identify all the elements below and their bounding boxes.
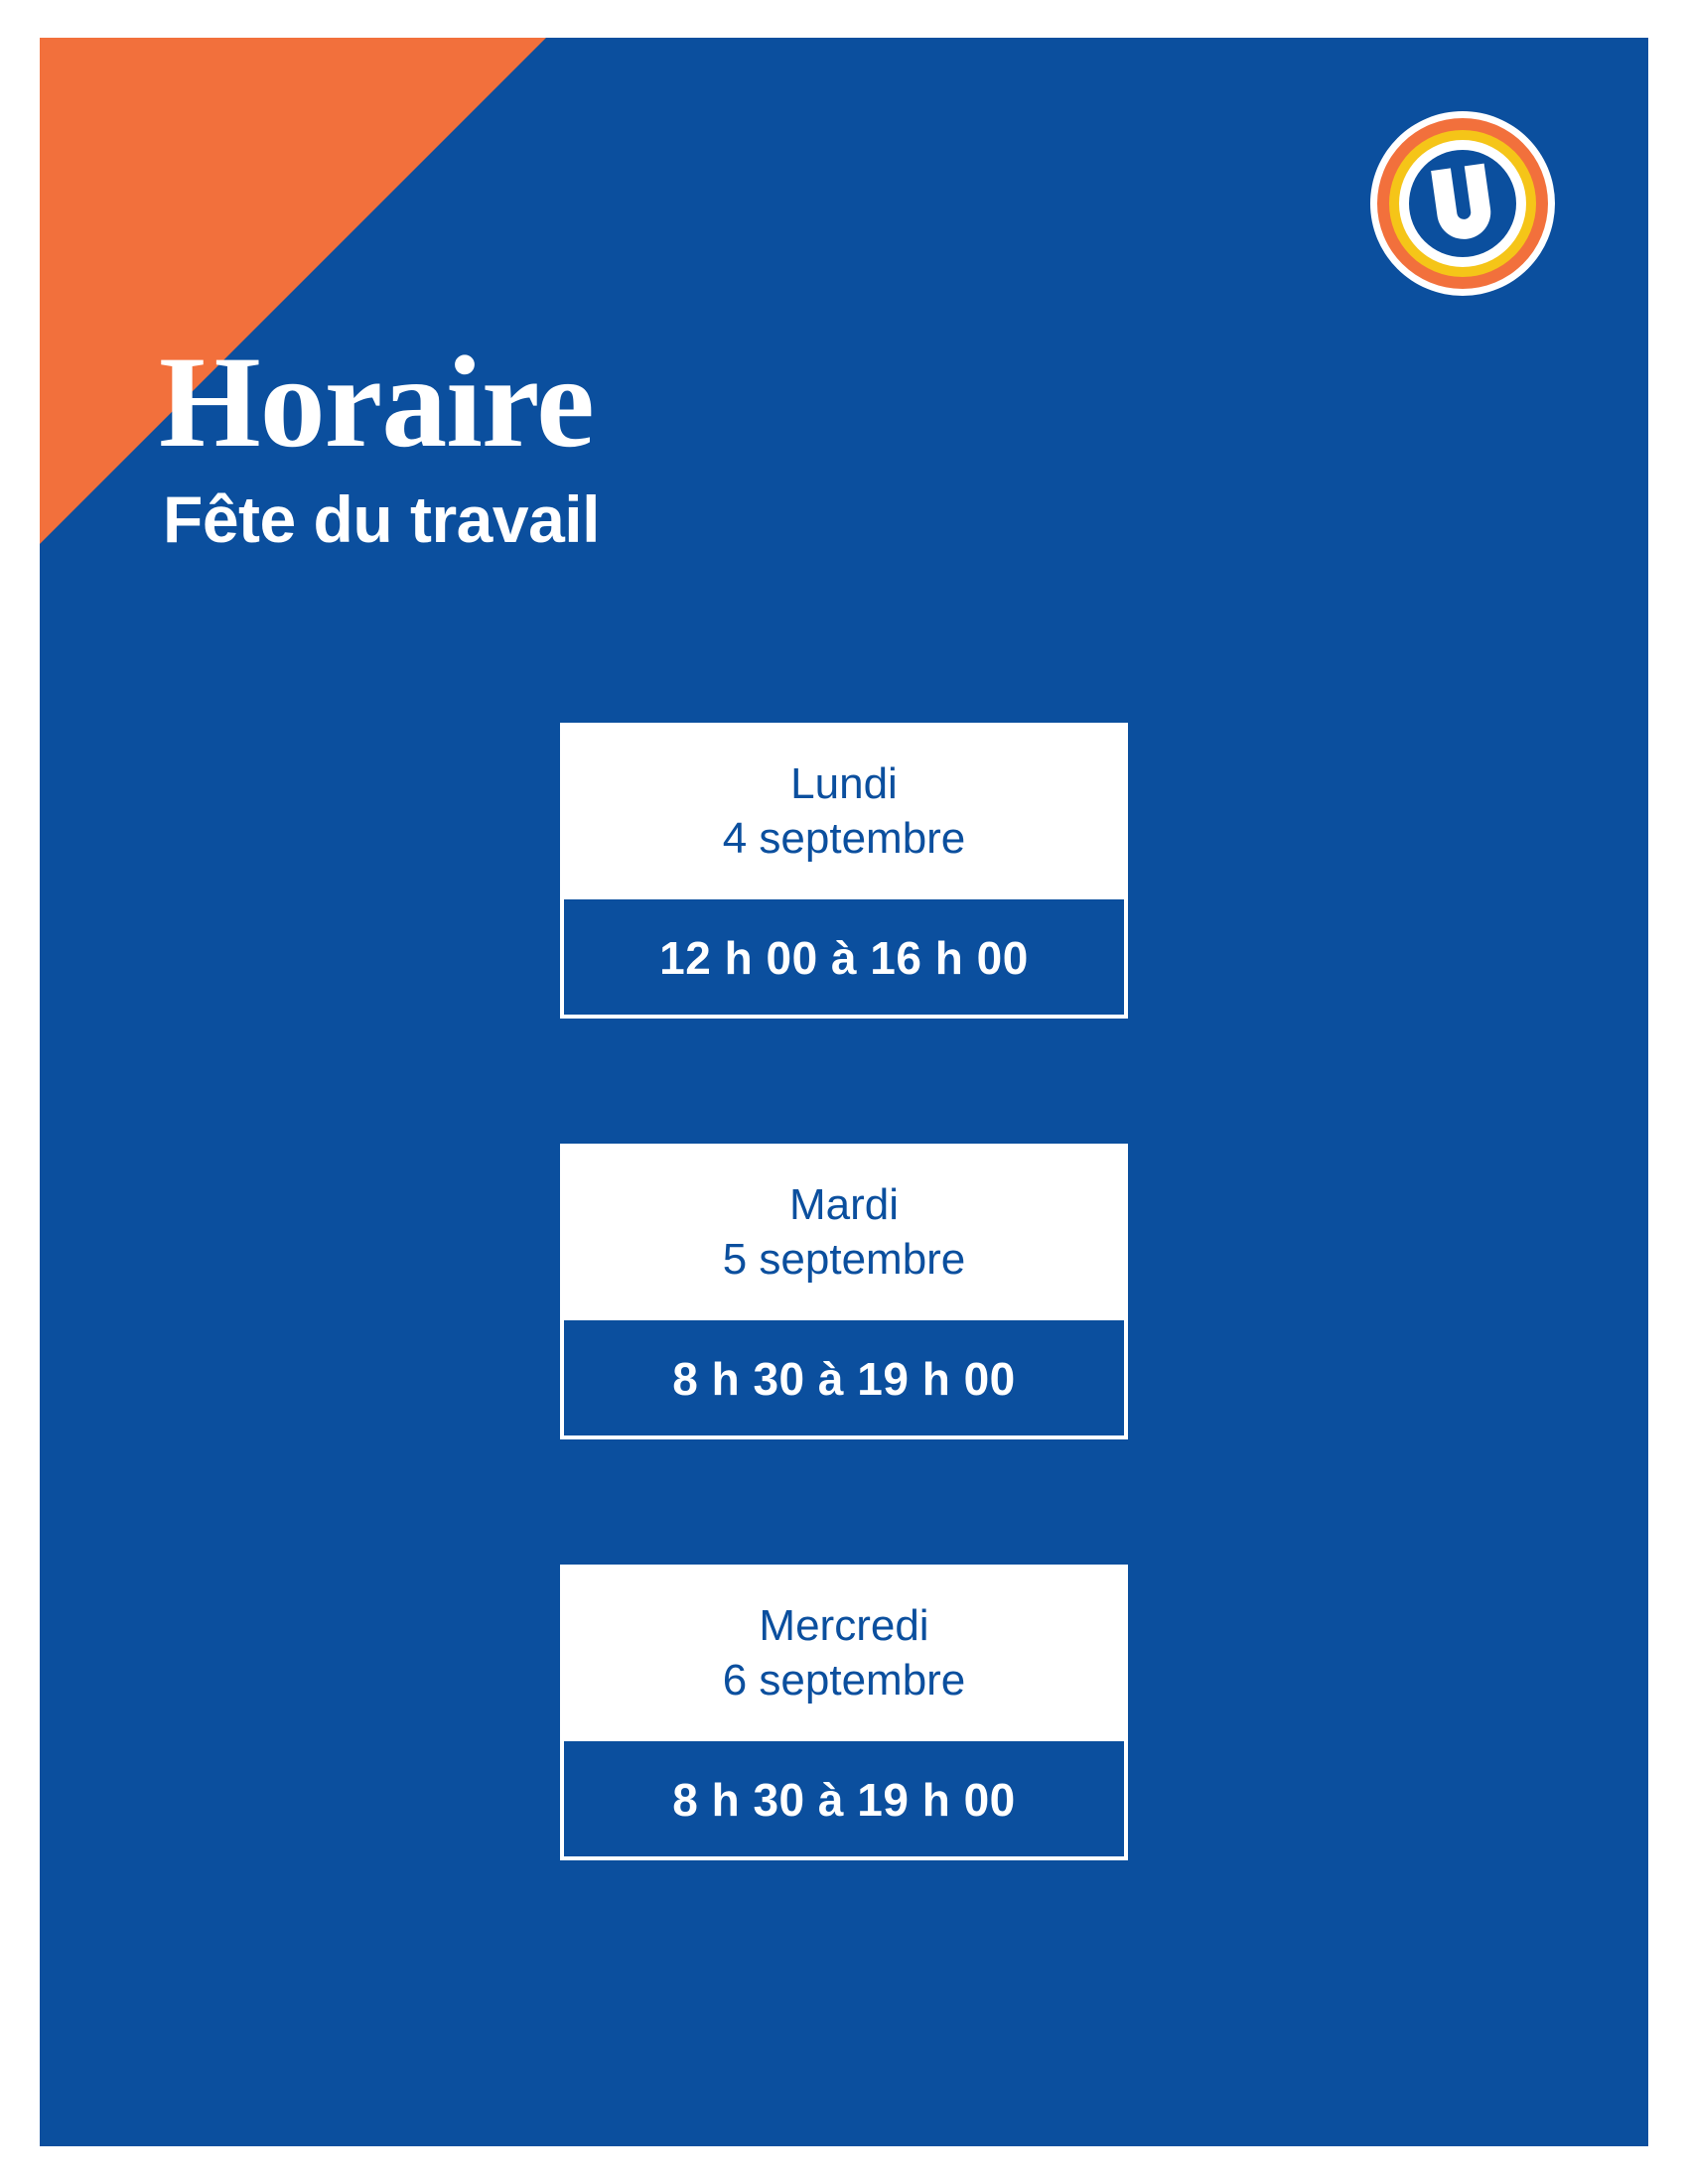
poster-canvas <box>40 38 1648 2146</box>
schedule-hours: 8 h 30 à 19 h 00 <box>560 1737 1128 1860</box>
schedule-card <box>560 1144 1128 1439</box>
schedule-card-header <box>560 1144 1128 1316</box>
brand-logo <box>1368 109 1557 298</box>
schedule-date: 5 septembre <box>722 1235 966 1284</box>
schedule-card-header <box>560 1565 1128 1737</box>
schedule-day: Lundi <box>790 759 898 808</box>
schedule-day: Mercredi <box>759 1601 929 1650</box>
page-subtitle: Fête du travail <box>163 481 600 556</box>
schedule-date: 6 septembre <box>722 1656 966 1705</box>
schedule-list <box>40 723 1648 1860</box>
page-title: Horaire <box>159 329 594 475</box>
schedule-day: Mardi <box>788 1180 900 1229</box>
schedule-card <box>560 1565 1128 1860</box>
title-block <box>159 329 600 556</box>
schedule-card-header <box>560 723 1128 895</box>
schedule-date: 4 septembre <box>722 814 966 863</box>
schedule-hours: 12 h 00 à 16 h 00 <box>560 895 1128 1019</box>
schedule-hours: 8 h 30 à 19 h 00 <box>560 1316 1128 1439</box>
schedule-card <box>560 723 1128 1019</box>
